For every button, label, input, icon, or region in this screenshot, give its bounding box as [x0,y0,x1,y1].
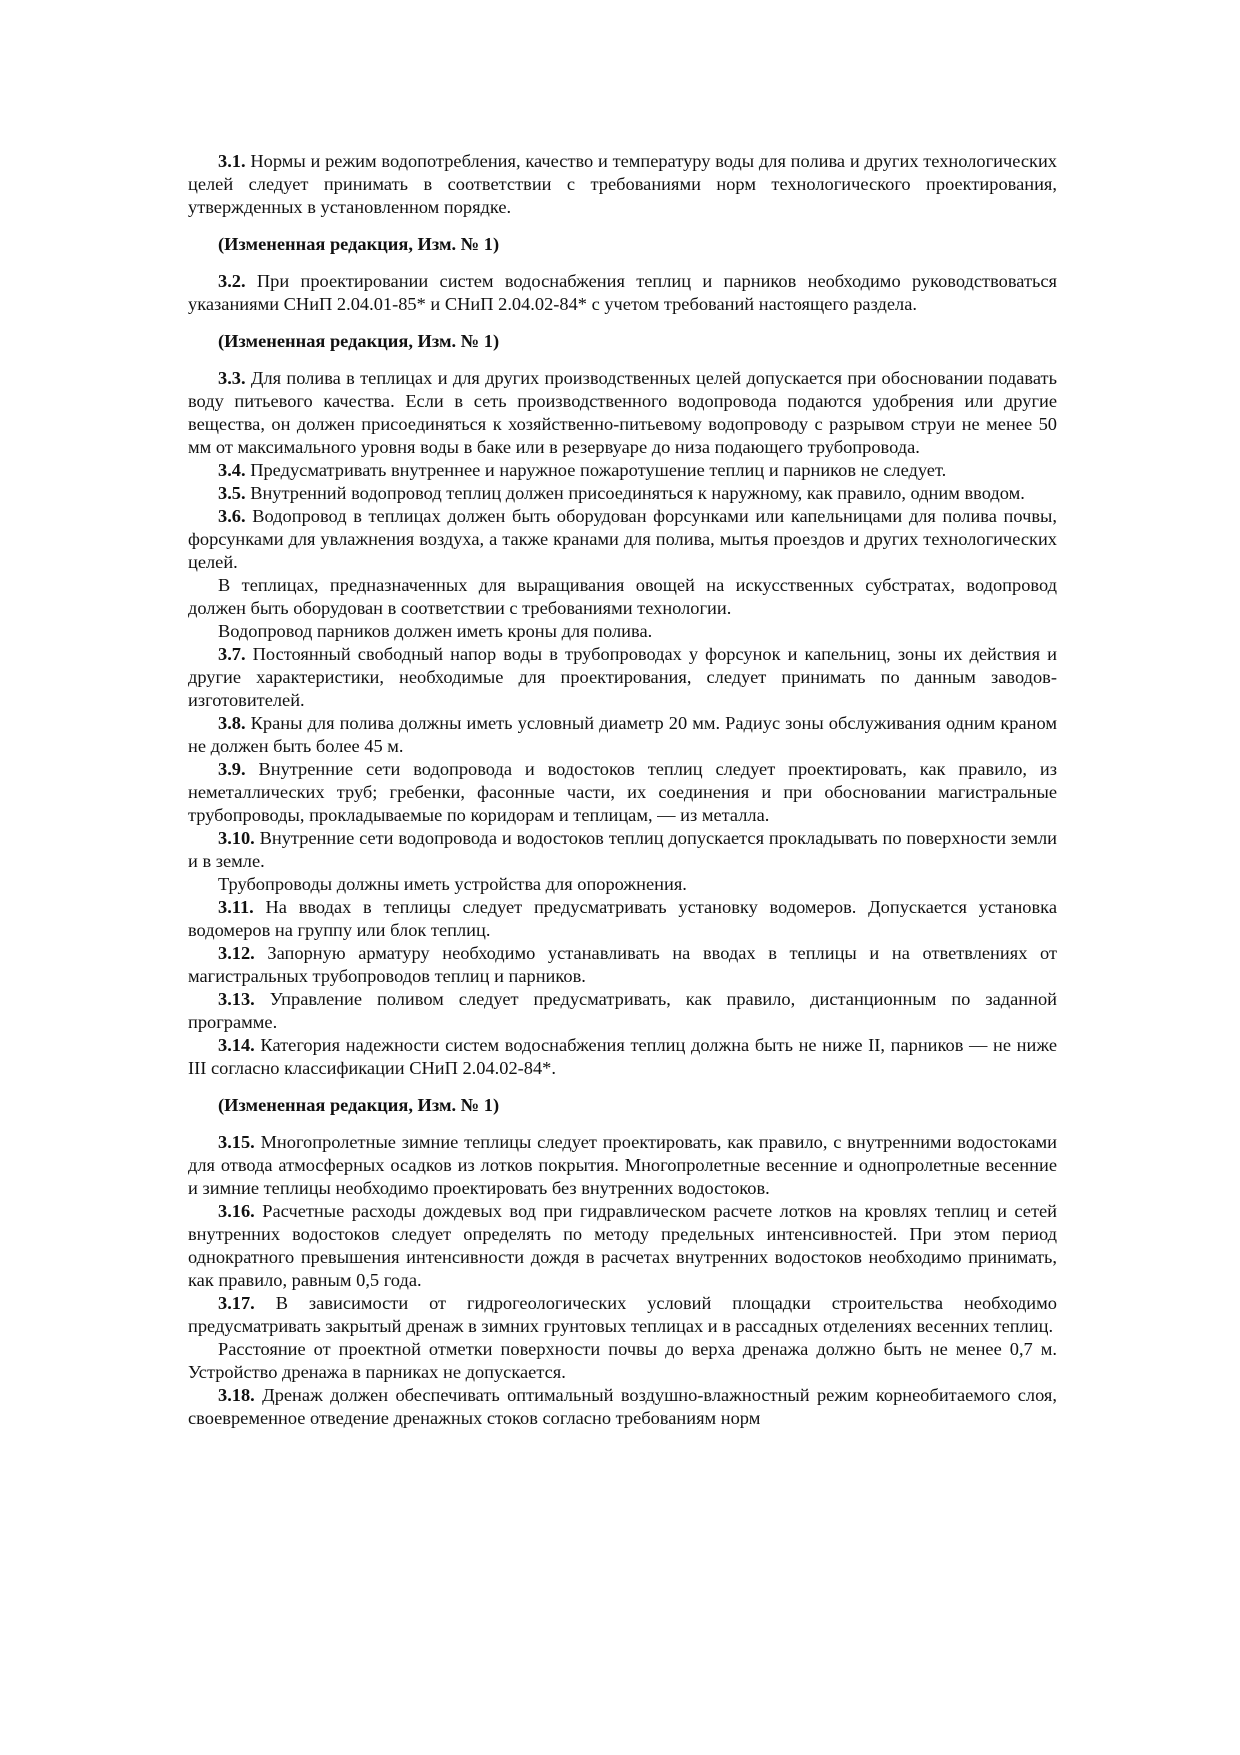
paragraph-number: 3.6. [218,506,246,526]
amendment-note: (Измененная редакция, Изм. № 1) [218,1095,500,1115]
paragraph-text: Дренаж должен обеспечивать оптимальный воздушно-влажностный режим корнеобитаемого слоя, своевременное отведение дренажных стоков согласно требованиям норм [188,1385,1057,1428]
paragraph-number: 3.14. [218,1035,255,1055]
paragraph-number: 3.15. [218,1132,255,1152]
paragraph-3-18 [188,1384,1057,1430]
paragraph-number: 3.9. [218,759,246,779]
paragraph-text: Предусматривать внутреннее и наружное пожаротушение теплиц и парников не следует. [250,460,947,480]
amendment-note: (Измененная редакция, Изм. № 1) [218,331,500,351]
paragraph-text: На вводах в теплицы следует предусматривать установку водомеров. Допускается установка водомеров на группу или блок теплиц. [188,897,1057,940]
paragraph-3-6-cont-1 [188,574,1057,620]
paragraph-number: 3.1. [218,151,246,171]
paragraph-number: 3.4. [218,460,246,480]
paragraph-3-8 [188,712,1057,758]
paragraph-text: Нормы и режим водопотребления, качество и температуру воды для полива и других технологических целей следует принимать в соответствии с требованиями норм технологического проектирования, утвержденных в установленном порядке. [188,151,1057,217]
paragraph-3-10 [188,827,1057,873]
paragraph-3-6 [188,505,1057,574]
paragraph-number: 3.8. [218,713,246,733]
paragraph-text: Внутренние сети водопровода и водостоков теплиц допускается прокладывать по поверхности земли и в земле. [188,828,1057,871]
paragraph-number: 3.11. [218,897,254,917]
paragraph-text: Трубопроводы должны иметь устройства для опорожнения. [218,874,687,894]
paragraph-3-6-cont-2 [188,620,1057,643]
paragraph-3-11 [188,896,1057,942]
paragraph-3-17-cont [188,1338,1057,1384]
paragraph-number: 3.12. [218,943,255,963]
paragraph-text: Внутренний водопровод теплиц должен присоединяться к наружному, как правило, одним вводом. [250,483,1025,503]
paragraph-3-14 [188,1034,1057,1080]
paragraph-text: Постоянный свободный напор воды в трубопроводах у форсунок и капельниц, зоны их действия и другие характеристики, необходимые для проектирования, следует принимать по данным заводов-изготовителей. [188,644,1057,710]
paragraph-number: 3.5. [218,483,246,503]
paragraph-text: Водопровод в теплицах должен быть оборудован форсунками или капельницами для полива почвы, форсунками для увлажнения воздуха, а также кранами для полива, мытья проездов и других технологических целей. [188,506,1057,572]
paragraph-3-15 [188,1131,1057,1200]
paragraph-number: 3.2. [218,271,246,291]
paragraph-number: 3.18. [218,1385,255,1405]
paragraph-text: Многопролетные зимние теплицы следует проектировать, как правило, с внутренними водостоками для отвода атмосферных осадков из лотков покрытия. Многопролетные весенние и однопролетные весенние и зимние теплицы необходимо проектировать без внутренних водостоков. [188,1132,1057,1198]
paragraph-number: 3.7. [218,644,246,664]
paragraph-3-1 [188,150,1057,219]
paragraph-text: Категория надежности систем водоснабжения теплиц должна быть не ниже II, парников — не ниже III согласно классификации СНиП 2.04.02-84*. [188,1035,1057,1078]
paragraph-text: В теплицах, предназначенных для выращивания овощей на искусственных субстратах, водопровод должен быть оборудован в соответствии с требованиями технологии. [188,575,1057,618]
paragraph-text: При проектировании систем водоснабжения теплиц и парников необходимо руководствоваться указаниями СНиП 2.04.01-85* и СНиП 2.04.02-84* с учетом требований настоящего раздела. [188,271,1057,314]
paragraph-number: 3.17. [218,1293,255,1313]
paragraph-3-7 [188,643,1057,712]
paragraph-text: Запорную арматуру необходимо устанавливать на вводах в теплицы и на ответвлениях от магистральных трубопроводов теплиц и парников. [188,943,1058,986]
paragraph-text: Расстояние от проектной отметки поверхности почвы до верха дренажа должно быть не менее 0,7 м. Устройство дренажа в парниках не допускается. [188,1339,1057,1382]
paragraph-text: В зависимости от гидрогеологических условий площадки строительства необходимо предусматривать закрытый дренаж в зимних грунтовых теплицах и в рассадных отделениях весенних теплиц. [188,1293,1057,1336]
paragraph-3-12 [188,942,1057,988]
paragraph-3-9 [188,758,1057,827]
paragraph-3-13 [188,988,1057,1034]
document-page [188,150,1057,1430]
paragraph-number: 3.3. [218,368,246,388]
paragraph-text: Краны для полива должны иметь условный диаметр 20 мм. Радиус зоны обслуживания одним краном не должен быть более 45 м. [188,713,1057,756]
paragraph-3-17 [188,1292,1057,1338]
paragraph-3-16 [188,1200,1057,1292]
paragraph-3-2 [188,270,1057,316]
paragraph-3-4 [188,459,1057,482]
paragraph-number: 3.10. [218,828,255,848]
amendment-note: (Измененная редакция, Изм. № 1) [218,234,500,254]
paragraph-text: Расчетные расходы дождевых вод при гидравлическом расчете лотков на кровлях теплиц и сетей внутренних водостоков следует определять по методу предельных интенсивностей. При этом период однократного превышения интенсивности дождя в расчетах внутренних водостоков необходимо принимать, как правило, равным 0,5 года. [188,1201,1057,1290]
paragraph-3-3 [188,367,1057,459]
paragraph-text: Для полива в теплицах и для других производственных целей допускается при обосновании подавать воду питьевого качества. Если в сеть производственного водопровода подаются удобрения или другие вещества, он должен присоединяться к хозяйственно-питьевому водопроводу с разрывом струи не менее 50 мм от максимального уровня воды в баке или в резервуаре до низа подающего трубопровода. [188,368,1057,457]
paragraph-number: 3.13. [218,989,255,1009]
paragraph-text: Водопровод парников должен иметь кроны для полива. [218,621,653,641]
paragraph-number: 3.16. [218,1201,255,1221]
paragraph-text: Управление поливом следует предусматривать, как правило, дистанционным по заданной программе. [188,989,1057,1032]
paragraph-text: Внутренние сети водопровода и водостоков теплиц следует проектировать, как правило, из неметаллических труб; гребенки, фасонные части, их соединения и при обосновании магистральные трубопроводы, прокладываемые по коридорам и теплицам, — из металла. [188,759,1057,825]
paragraph-3-5 [188,482,1057,505]
paragraph-3-10-cont [188,873,1057,896]
